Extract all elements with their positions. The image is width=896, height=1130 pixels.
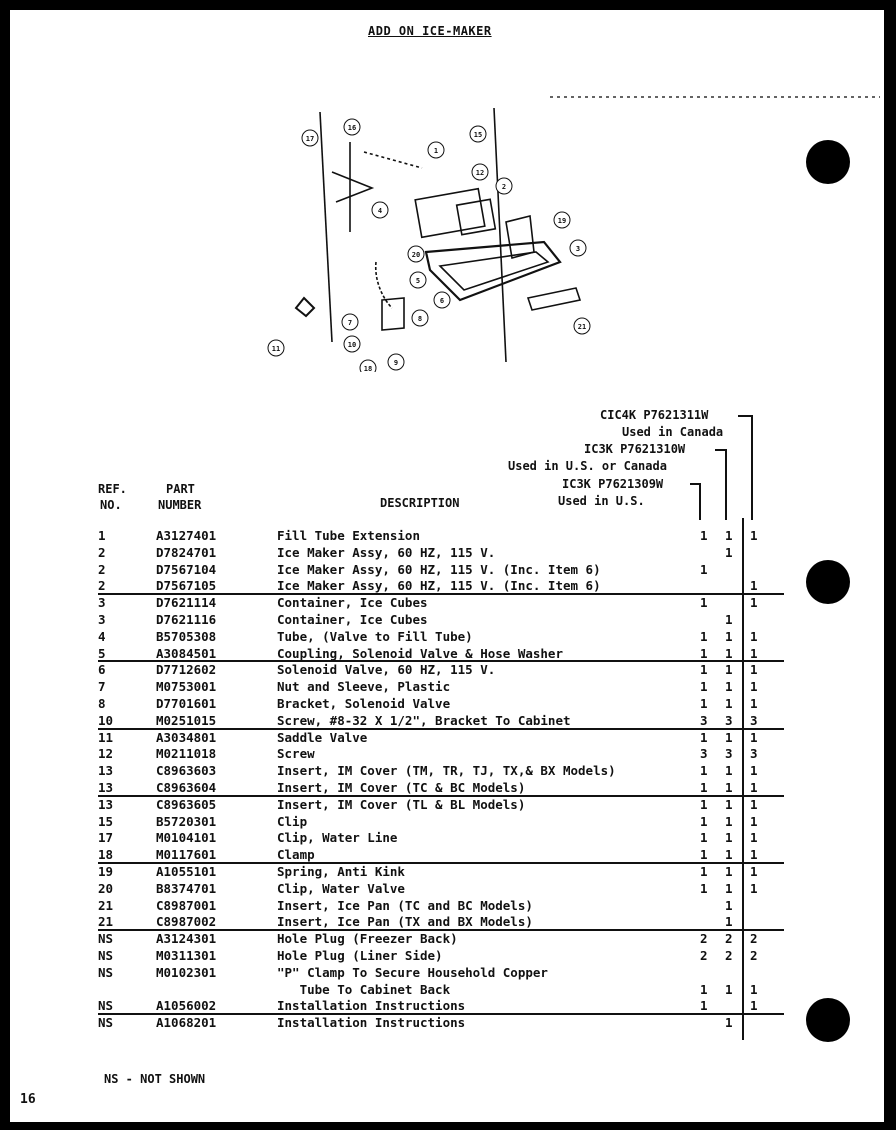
- table-row: [10, 545, 884, 562]
- qty-ic3k-309: 1: [700, 864, 708, 879]
- qty-ic3k-310: 1: [725, 528, 733, 543]
- callout-1: 1: [433, 147, 439, 155]
- part-number-cell: M0117601: [156, 847, 217, 863]
- qty-ic3k-309: 1: [700, 780, 708, 795]
- description-cell: Container, Ice Cubes: [277, 595, 428, 611]
- part-number-cell: D7621116: [156, 612, 217, 627]
- model-cic4k-note: Used in Canada: [622, 425, 724, 439]
- qty-ic3k-309: 2: [700, 931, 708, 947]
- qty-ic3k-309: 1: [700, 561, 708, 577]
- ref-cell: 18: [98, 847, 114, 863]
- description-cell: Solenoid Valve, 60 HZ, 115 V.: [277, 662, 496, 678]
- part-number-cell: B5705308: [156, 628, 217, 644]
- qty-ic3k-310: 1: [725, 830, 733, 846]
- callout-16: 16: [347, 124, 357, 132]
- part-number-cell: M0311301: [156, 948, 217, 963]
- qty-cic4k: 1: [750, 880, 758, 896]
- part-number-cell: C8987002: [156, 914, 217, 930]
- qty-cic4k: 1: [750, 595, 758, 611]
- part-number-cell: D7824701: [156, 544, 217, 560]
- model-ic3k-309: IC3K P7621309W: [562, 477, 664, 491]
- description-cell: Nut and Sleeve, Plastic: [277, 679, 451, 695]
- table-row: [10, 763, 884, 780]
- table-row: [10, 1015, 884, 1032]
- part-number-cell: M0753001: [156, 679, 217, 695]
- ref-header-2: NO.: [100, 498, 122, 512]
- qty-cic4k: 1: [750, 780, 758, 795]
- ref-cell: 3: [98, 595, 106, 611]
- description-cell: Hole Plug (Freezer Back): [277, 931, 458, 947]
- table-row: [10, 696, 884, 713]
- part-header-1: PART: [166, 482, 195, 496]
- qty-ic3k-310: 1: [725, 628, 733, 644]
- ref-header-1: REF.: [98, 482, 127, 496]
- qty-ic3k-309: 2: [700, 948, 708, 963]
- parts-list-page: [10, 10, 884, 1122]
- description-cell: Installation Instructions: [277, 1015, 466, 1031]
- table-row: [10, 629, 884, 646]
- description-cell: Screw, #8-32 X 1/2", Bracket To Cabinet: [277, 712, 571, 728]
- ref-cell: 21: [98, 897, 114, 913]
- ref-cell: 3: [98, 612, 106, 627]
- ref-cell: NS: [98, 931, 114, 947]
- qty-ic3k-310: 1: [725, 880, 733, 896]
- part-number-cell: A3034801: [156, 729, 217, 745]
- qty-ic3k-310: 1: [725, 796, 733, 812]
- table-row: [10, 814, 884, 831]
- part-number-cell: M0211018: [156, 746, 217, 762]
- callout-21: 21: [577, 323, 587, 331]
- ref-cell: NS: [98, 998, 114, 1014]
- callout-12: 12: [475, 169, 485, 177]
- qty-ic3k-310: 3: [725, 746, 733, 762]
- ref-cell: NS: [98, 964, 114, 980]
- ref-cell: 5: [98, 645, 106, 661]
- description-cell: Ice Maker Assy, 60 HZ, 115 V. (Inc. Item 6): [277, 578, 601, 594]
- qty-ic3k-310: 1: [725, 780, 733, 795]
- qty-cic4k: 1: [750, 998, 758, 1014]
- qty-ic3k-310: 1: [725, 645, 733, 661]
- ref-cell: 19: [98, 864, 114, 879]
- ref-cell: 4: [98, 628, 106, 644]
- qty-cic4k: 1: [750, 981, 758, 997]
- qty-ic3k-309: 1: [700, 528, 708, 543]
- ref-cell: 6: [98, 662, 106, 678]
- description-header: DESCRIPTION: [380, 496, 460, 510]
- description-cell: Hole Plug (Liner Side): [277, 948, 443, 963]
- callout-18: 18: [363, 365, 373, 372]
- part-number-cell: A3084501: [156, 645, 217, 661]
- qty-ic3k-309: 1: [700, 880, 708, 896]
- qty-cic4k: 1: [750, 864, 758, 879]
- callout-10: 10: [347, 341, 357, 349]
- qty-ic3k-310: 1: [725, 864, 733, 879]
- qty-ic3k-309: 1: [700, 645, 708, 661]
- description-cell: Ice Maker Assy, 60 HZ, 115 V.: [277, 544, 496, 560]
- qty-ic3k-309: 1: [700, 830, 708, 846]
- column-divider: [742, 518, 744, 1040]
- qty-ic3k-309: 3: [700, 712, 708, 728]
- table-row: [10, 612, 884, 629]
- callout-8: 8: [417, 315, 423, 323]
- description-cell: Insert, Ice Pan (TC and BC Models): [277, 897, 533, 913]
- part-number-cell: A1068201: [156, 1015, 217, 1031]
- qty-ic3k-310: 1: [725, 679, 733, 695]
- description-cell: Container, Ice Cubes: [277, 612, 428, 627]
- ref-cell: 2: [98, 544, 106, 560]
- part-number-cell: C8987001: [156, 897, 217, 913]
- qty-cic4k: 1: [750, 729, 758, 745]
- table-row: [10, 982, 884, 999]
- qty-ic3k-310: 2: [725, 931, 733, 947]
- ref-cell: 1: [98, 528, 106, 543]
- callout-3: 3: [575, 245, 581, 253]
- description-cell: Fill Tube Extension: [277, 528, 420, 543]
- qty-cic4k: 1: [750, 813, 758, 829]
- description-cell: Clip, Water Line: [277, 830, 398, 846]
- qty-cic4k: 1: [750, 696, 758, 711]
- callout-20: 20: [411, 251, 421, 259]
- callout-2: 2: [501, 183, 507, 191]
- part-number-cell: C8963603: [156, 763, 217, 779]
- qty-ic3k-309: 1: [700, 981, 708, 997]
- qty-ic3k-309: 1: [700, 729, 708, 745]
- ref-cell: 15: [98, 813, 114, 829]
- qty-cic4k: 1: [750, 662, 758, 678]
- callout-9: 9: [393, 359, 399, 367]
- model-cic4k: CIC4K P7621311W: [600, 408, 709, 422]
- description-cell: Saddle Valve: [277, 729, 368, 745]
- part-number-cell: M0251015: [156, 712, 217, 728]
- model-bracket-lines: [680, 410, 790, 530]
- qty-ic3k-310: 1: [725, 1015, 733, 1031]
- qty-ic3k-309: 1: [700, 998, 708, 1014]
- description-cell: Tube, (Valve to Fill Tube): [277, 628, 473, 644]
- scan-noise: [550, 96, 880, 98]
- description-cell: Insert, IM Cover (TC & BC Models): [277, 780, 526, 795]
- qty-cic4k: 1: [750, 679, 758, 695]
- table-row: [10, 797, 884, 814]
- part-number-cell: M0102301: [156, 964, 217, 980]
- ref-cell: 2: [98, 578, 106, 594]
- page-number: 16: [20, 1092, 36, 1107]
- part-number-cell: A1055101: [156, 864, 217, 879]
- footnote: NS - NOT SHOWN: [104, 1072, 206, 1086]
- description-cell: Insert, IM Cover (TL & BL Models): [277, 796, 526, 812]
- description-cell: Coupling, Solenoid Valve & Hose Washer: [277, 645, 563, 661]
- qty-cic4k: 3: [750, 746, 758, 762]
- qty-cic4k: 3: [750, 712, 758, 728]
- qty-ic3k-310: 3: [725, 712, 733, 728]
- part-number-cell: D7621114: [156, 595, 217, 611]
- qty-ic3k-309: 1: [700, 813, 708, 829]
- qty-cic4k: 2: [750, 948, 758, 963]
- qty-ic3k-310: 1: [725, 914, 733, 930]
- qty-ic3k-309: 1: [700, 662, 708, 678]
- ref-cell: 13: [98, 780, 114, 795]
- description-cell: Clip, Water Valve: [277, 880, 405, 896]
- description-cell: Insert, Ice Pan (TX and BX Models): [277, 914, 533, 930]
- qty-cic4k: 1: [750, 528, 758, 543]
- part-number-cell: A3127401: [156, 528, 217, 543]
- table-row: [10, 931, 884, 948]
- qty-cic4k: 1: [750, 645, 758, 661]
- callout-6: 6: [439, 297, 445, 305]
- table-row: [10, 662, 884, 679]
- table-row: [10, 898, 884, 915]
- description-cell: "P" Clamp To Secure Household Copper: [277, 964, 548, 980]
- ref-cell: 13: [98, 796, 114, 812]
- qty-ic3k-310: 2: [725, 948, 733, 963]
- part-number-cell: D7701601: [156, 696, 217, 711]
- qty-cic4k: 1: [750, 763, 758, 779]
- table-row: [10, 948, 884, 965]
- table-row: [10, 595, 884, 612]
- model-ic3k-309-note: Used in U.S.: [558, 494, 645, 508]
- qty-ic3k-310: 1: [725, 696, 733, 711]
- part-number-cell: C8963605: [156, 796, 217, 812]
- part-number-cell: A1056002: [156, 998, 217, 1014]
- ref-cell: 11: [98, 729, 114, 745]
- qty-ic3k-309: 1: [700, 763, 708, 779]
- punch-hole-top: [806, 140, 850, 184]
- table-row: [10, 881, 884, 898]
- qty-ic3k-310: 1: [725, 729, 733, 745]
- ref-cell: 8: [98, 696, 106, 711]
- qty-ic3k-310: 1: [725, 847, 733, 863]
- table-row: [10, 830, 884, 847]
- qty-cic4k: 1: [750, 628, 758, 644]
- table-row: [10, 746, 884, 763]
- qty-ic3k-309: 3: [700, 746, 708, 762]
- qty-ic3k-310: 1: [725, 763, 733, 779]
- ref-cell: 17: [98, 830, 114, 846]
- description-cell: Ice Maker Assy, 60 HZ, 115 V. (Inc. Item 6): [277, 561, 601, 577]
- ref-cell: 20: [98, 880, 114, 896]
- ref-cell: NS: [98, 1015, 114, 1031]
- qty-ic3k-309: 1: [700, 847, 708, 863]
- part-number-cell: B5720301: [156, 813, 217, 829]
- qty-ic3k-310: 1: [725, 662, 733, 678]
- part-number-cell: B8374701: [156, 880, 217, 896]
- part-number-cell: D7712602: [156, 662, 217, 678]
- qty-ic3k-310: 1: [725, 981, 733, 997]
- description-cell: Bracket, Solenoid Valve: [277, 696, 451, 711]
- qty-cic4k: 1: [750, 847, 758, 863]
- part-number-cell: D7567104: [156, 561, 217, 577]
- page-title: ADD ON ICE-MAKER: [368, 24, 492, 38]
- qty-ic3k-310: 1: [725, 544, 733, 560]
- table-row: [10, 730, 884, 747]
- part-number-cell: C8963604: [156, 780, 217, 795]
- ref-cell: 7: [98, 679, 106, 695]
- callout-19: 19: [557, 217, 567, 225]
- qty-ic3k-310: 1: [725, 813, 733, 829]
- exploded-view-diagram: [254, 102, 624, 372]
- table-row: [10, 562, 884, 579]
- table-row: [10, 864, 884, 881]
- model-ic3k-310: IC3K P7621310W: [584, 442, 686, 456]
- qty-ic3k-309: 1: [700, 679, 708, 695]
- callout-17: 17: [305, 135, 315, 143]
- description-cell: Screw: [277, 746, 315, 762]
- table-row: [10, 679, 884, 696]
- qty-cic4k: 1: [750, 830, 758, 846]
- description-cell: Spring, Anti Kink: [277, 864, 405, 879]
- callout-5: 5: [415, 277, 421, 285]
- qty-cic4k: 1: [750, 796, 758, 812]
- part-header-2: NUMBER: [158, 498, 202, 512]
- description-cell: Installation Instructions: [277, 998, 466, 1014]
- qty-ic3k-309: 1: [700, 696, 708, 711]
- qty-ic3k-309: 1: [700, 796, 708, 812]
- model-ic3k-310-note: Used in U.S. or Canada: [508, 459, 667, 473]
- qty-ic3k-309: 1: [700, 628, 708, 644]
- ref-cell: 13: [98, 763, 114, 779]
- description-cell: Clamp: [277, 847, 315, 863]
- part-number-cell: A3124301: [156, 931, 217, 947]
- qty-ic3k-310: 1: [725, 612, 733, 627]
- description-cell: Insert, IM Cover (TM, TR, TJ, TX,& BX Models): [277, 763, 616, 779]
- description-cell: Clip: [277, 813, 308, 829]
- ref-cell: 21: [98, 914, 114, 930]
- qty-ic3k-310: 1: [725, 897, 733, 913]
- table-row: [10, 528, 884, 545]
- qty-ic3k-309: 1: [700, 595, 708, 611]
- table-row: [10, 965, 884, 982]
- part-number-cell: D7567105: [156, 578, 217, 594]
- callout-4: 4: [377, 207, 383, 215]
- part-number-cell: M0104101: [156, 830, 217, 846]
- ref-cell: 12: [98, 746, 114, 762]
- qty-cic4k: 2: [750, 931, 758, 947]
- ref-cell: NS: [98, 948, 114, 963]
- qty-cic4k: 1: [750, 578, 758, 594]
- callout-7: 7: [347, 319, 353, 327]
- callout-15: 15: [473, 131, 483, 139]
- ref-cell: 10: [98, 712, 114, 728]
- description-cell: Tube To Cabinet Back: [277, 981, 451, 997]
- ref-cell: 2: [98, 561, 106, 577]
- callout-11: 11: [271, 345, 281, 353]
